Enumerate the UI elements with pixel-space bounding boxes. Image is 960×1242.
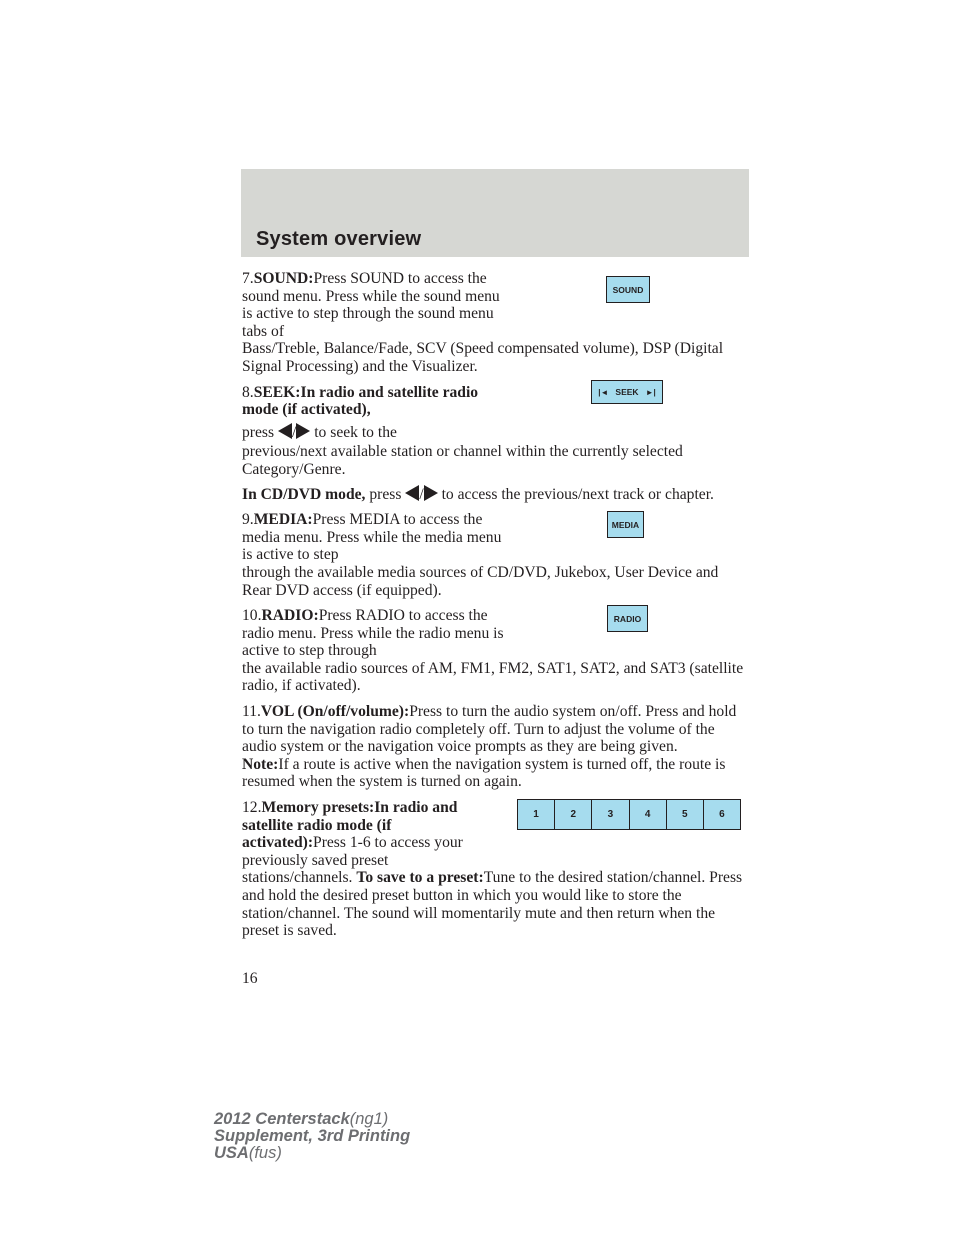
item-label: Memory presets:In radio and satellite radio mode (if activated): xyxy=(242,799,458,852)
note-label: Note: xyxy=(242,755,279,773)
track-previous-icon xyxy=(405,485,419,501)
item-text-cont: through the available media sources of CD/DVD, Jukebox, User Device and Rear DVD access (if equipped). xyxy=(242,563,719,599)
item-seek: 8.SEEK:In radio and satellite radio mode (if activated), press / to seek to the previous/next available station or channel within the currently selected Category/Genre. In CD/DVD mode, press / to access the previous/next track or chapter. xyxy=(242,384,750,504)
item-number: 12. xyxy=(242,799,262,817)
item-media xyxy=(242,511,750,599)
radio-button: RADIO xyxy=(607,605,648,632)
item-label: RADIO: xyxy=(261,607,319,625)
preset-button-2: 2 xyxy=(555,800,592,829)
note-text: If a route is active when the navigation system is turned off, the route is resumed when the system is turned on again. xyxy=(242,755,726,791)
preset-button-6: 6 xyxy=(719,809,725,820)
item-text: Press MEDIA to access the media menu. Press while the media menu is active to step xyxy=(242,511,502,564)
item-label: VOL (On/off/volume): xyxy=(260,703,410,721)
item-radio xyxy=(242,607,750,695)
seek-back-icon: |◄ xyxy=(598,387,609,397)
item-label: SEEK:In radio and satellite radio mode (if activated), xyxy=(242,383,479,419)
save-preset-label: To save to a preset: xyxy=(356,869,484,887)
item-text: Press to turn the audio system on/off. Press and hold to turn the navigation radio completely off. Turn to adjust the volume of the audio system or the navigation voice prompts as they are being given. xyxy=(242,703,737,756)
seek-forward-icon: ►| xyxy=(645,387,656,397)
seek-previous-icon xyxy=(278,423,292,439)
save-preset-text: Tune to the desired station/channel. Press and hold the desired preset button in which you would like to store the station/channel. The sound will momentarily mute and then return when the preset is saved. xyxy=(242,869,743,940)
item-sound xyxy=(242,270,750,376)
item-vol xyxy=(242,703,750,791)
item-number: 7. xyxy=(242,270,254,287)
preset-button-4: 4 xyxy=(630,800,667,829)
item-number: 9. xyxy=(242,511,254,529)
sound-button: SOUND xyxy=(606,276,650,303)
item-text: Press RADIO to access the radio menu. Press while the radio menu is active to step through xyxy=(242,607,504,660)
item-text: Press 1-6 to access your previously saved preset xyxy=(242,834,463,869)
footer: 2012 Centerstack(ng1) Supplement, 3rd Printing USA(fus) xyxy=(214,1110,411,1162)
item-label: MEDIA: xyxy=(253,511,313,529)
media-button: MEDIA xyxy=(607,511,644,538)
item-text-cont: previous/next available station or channel within the currently selected Category/Genre. xyxy=(242,443,683,478)
item-text: Press SOUND to access the sound menu. Press while the sound menu is active to step through the sound menu tabs of xyxy=(242,270,500,340)
seek-next-icon xyxy=(296,423,310,439)
seek-button: |◄ SEEK ►| xyxy=(591,380,663,404)
item-text-cont: Bass/Treble, Balance/Fade, SCV (Speed compensated volume), DSP (Digital Signal Processing) and the Visualizer. xyxy=(242,340,724,375)
item-number: 8. xyxy=(242,383,254,401)
cd-dvd-label: In CD/DVD mode, xyxy=(242,485,366,503)
track-next-icon xyxy=(424,485,438,501)
item-text-cont: the available radio sources of AM, FM1, FM2, SAT1, SAT2, and SAT3 (satellite radio, if activated). xyxy=(242,659,744,695)
content xyxy=(242,270,750,948)
preset-button-5: 5 xyxy=(667,800,704,829)
preset-buttons xyxy=(517,799,741,830)
preset-button-1: 1 xyxy=(518,800,555,829)
section-title: System overview xyxy=(256,228,422,250)
page-number: 16 xyxy=(242,970,258,987)
item-presets: 12.Memory presets:In radio and satellite radio mode (if activated):Press 1-6 to access your previously saved preset stations/channels. To save to a preset:Tune to the desired station/channel. Press and hold the desired preset button in which you would like to store the station/channel. The sound will momentarily mute and then return when the preset is saved. xyxy=(242,799,743,940)
preset-button-3: 3 xyxy=(592,800,629,829)
item-number: 11. xyxy=(242,703,261,721)
item-number: 10. xyxy=(242,607,262,625)
item-label: SOUND: xyxy=(253,270,314,287)
